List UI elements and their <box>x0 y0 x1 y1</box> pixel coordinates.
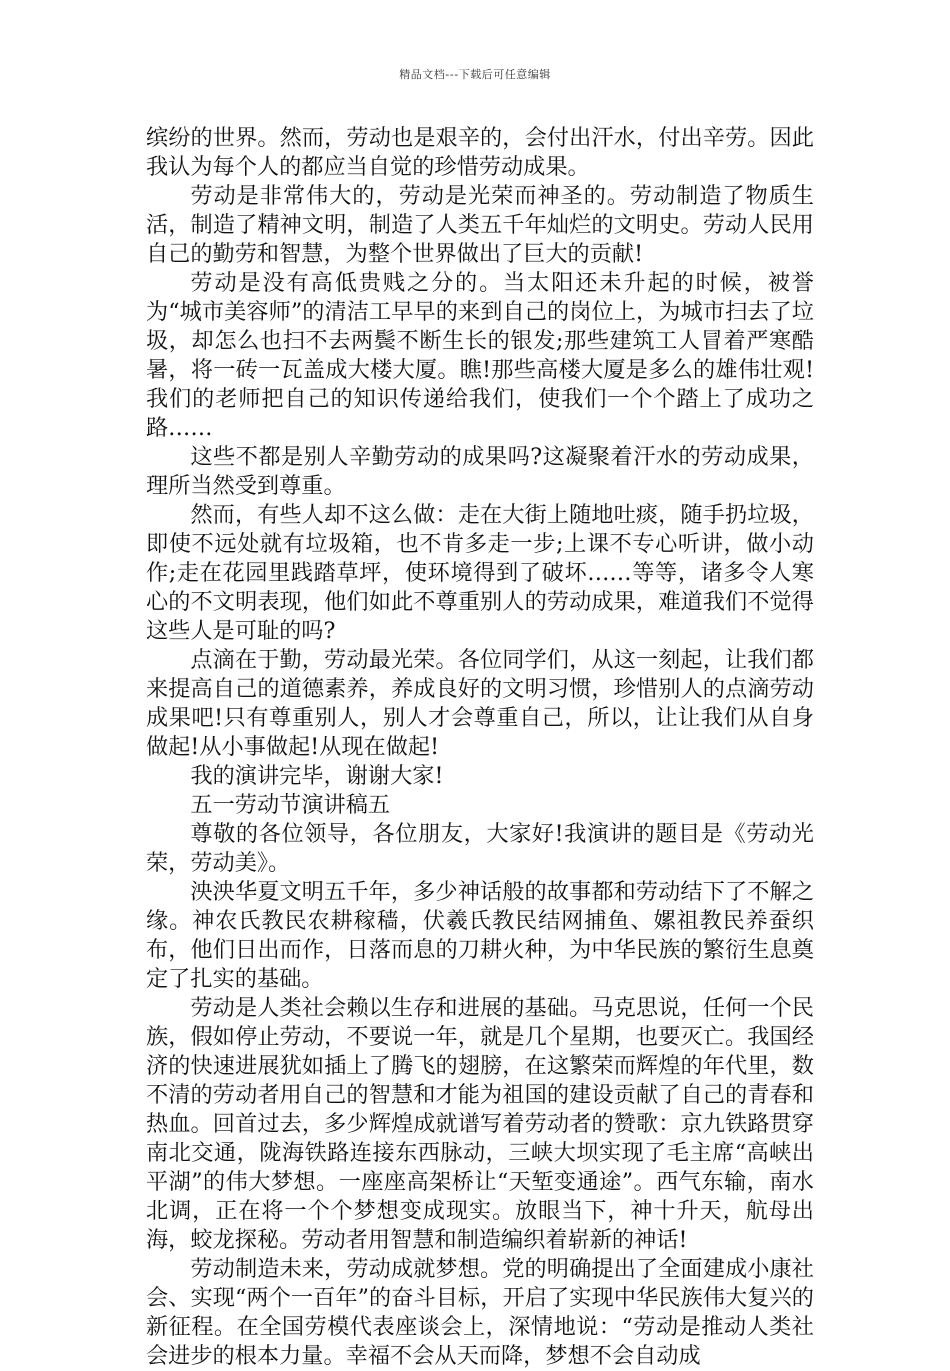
document-body <box>146 124 814 1371</box>
paragraph: 劳动是非常伟大的，劳动是光荣而神圣的。劳动制造了物质生活，制造了精神文明，制造了人类五千年灿烂的文明史。劳动人民用自己的勤劳和智慧，为整个世界做出了巨大的贡献! <box>146 183 814 267</box>
paragraph: 缤纷的世界。然而，劳动也是艰辛的，会付出汗水，付出辛劳。因此我认为每个人的都应当自觉的珍惜劳动成果。 <box>146 125 814 180</box>
paragraph: 然而，有些人却不这么做：走在大街上随地吐痰，随手扔垃圾，即使不远处就有垃圾箱，也不肯多走一步;上课不专心听讲，做小动作;走在花园里践踏草坪，使环境得到了破坏……等等，诸多令人寒心的不文明表现，他们如此不尊重别人的劳动成果，难道我们不觉得这些人是可耻的吗? <box>146 502 814 644</box>
paragraph: 劳动制造未来，劳动成就梦想。党的明确提出了全面建成小康社会、实现“两个一百年”的奋斗目标，开启了实现中华民族伟大复兴的新征程。在全国劳模代表座谈会上，深情地说：“劳动是推动人类社会进步的根本力量。幸福不会从天而降，梦想不会自动成 <box>146 1256 814 1369</box>
paragraph: 泱泱华夏文明五千年，多少神话般的故事都和劳动结下了不解之缘。神农氏教民农耕稼穑，伏羲氏教民结网捕鱼、嫘祖教民养蚕织布，他们日出而作，日落而息的刀耕火种，为中华民族的繁衍生息奠定了扎实的基础。 <box>146 879 814 992</box>
section-title: 五一劳动节演讲稿五 <box>190 792 391 818</box>
paragraph: 我的演讲完毕，谢谢大家! <box>190 763 444 789</box>
paragraph: 点滴在于勤，劳动最光荣。各位同学们，从这一刻起，让我们都来提高自己的道德素养，养成良好的文明习惯，珍惜别人的点滴劳动成果吧!只有尊重别人，别人才会尊重自己，所以，让让我们从自身做起!从小事做起!从现在做起! <box>146 647 814 760</box>
page-header: 精品文档---下载后可任意编辑 <box>399 68 551 81</box>
paragraph: 尊敬的各位领导，各位朋友，大家好!我演讲的题目是《劳动光荣，劳动美》。 <box>146 821 814 876</box>
paragraph: 劳动是人类社会赖以生存和进展的基础。马克思说，任何一个民族，假如停止劳动，不要说一年，就是几个星期，也要灭亡。我国经济的快速进展犹如插上了腾飞的翅膀，在这繁荣而辉煌的年代里，数不清的劳动者用自己的智慧和才能为祖国的建设贡献了自己的青春和热血。回首过去，多少辉煌成就谱写着劳动者的赞歌：京九铁路贯穿南北交通，陇海铁路连接东西脉动，三峡大坝实现了毛主席“高峡出平湖”的伟大梦想。一座座高架桥让“天堑变通途”。西气东输，南水北调，正在将一个个梦想变成现实。放眼当下，神十升天，航母出海，蛟龙探秘。劳动者用智慧和制造编织着崭新的神话! <box>146 995 814 1253</box>
paragraph: 这些不都是别人辛勤劳动的成果吗?这凝聚着汗水的劳动成果，理所当然受到尊重。 <box>146 444 814 499</box>
paragraph: 劳动是没有高低贵贱之分的。当太阳还未升起的时候，被誉为“城市美容师”的清洁工早早的来到自己的岗位上，为城市扫去了垃圾，却怎么也扫不去两鬓不断生长的银发;那些建筑工人冒着严寒酷暑，将一砖一瓦盖成大楼大厦。瞧!那些高楼大厦是多么的雄伟壮观!我们的老师把自己的知识传递给我们，使我们一个个踏上了成功之路…… <box>146 270 814 441</box>
